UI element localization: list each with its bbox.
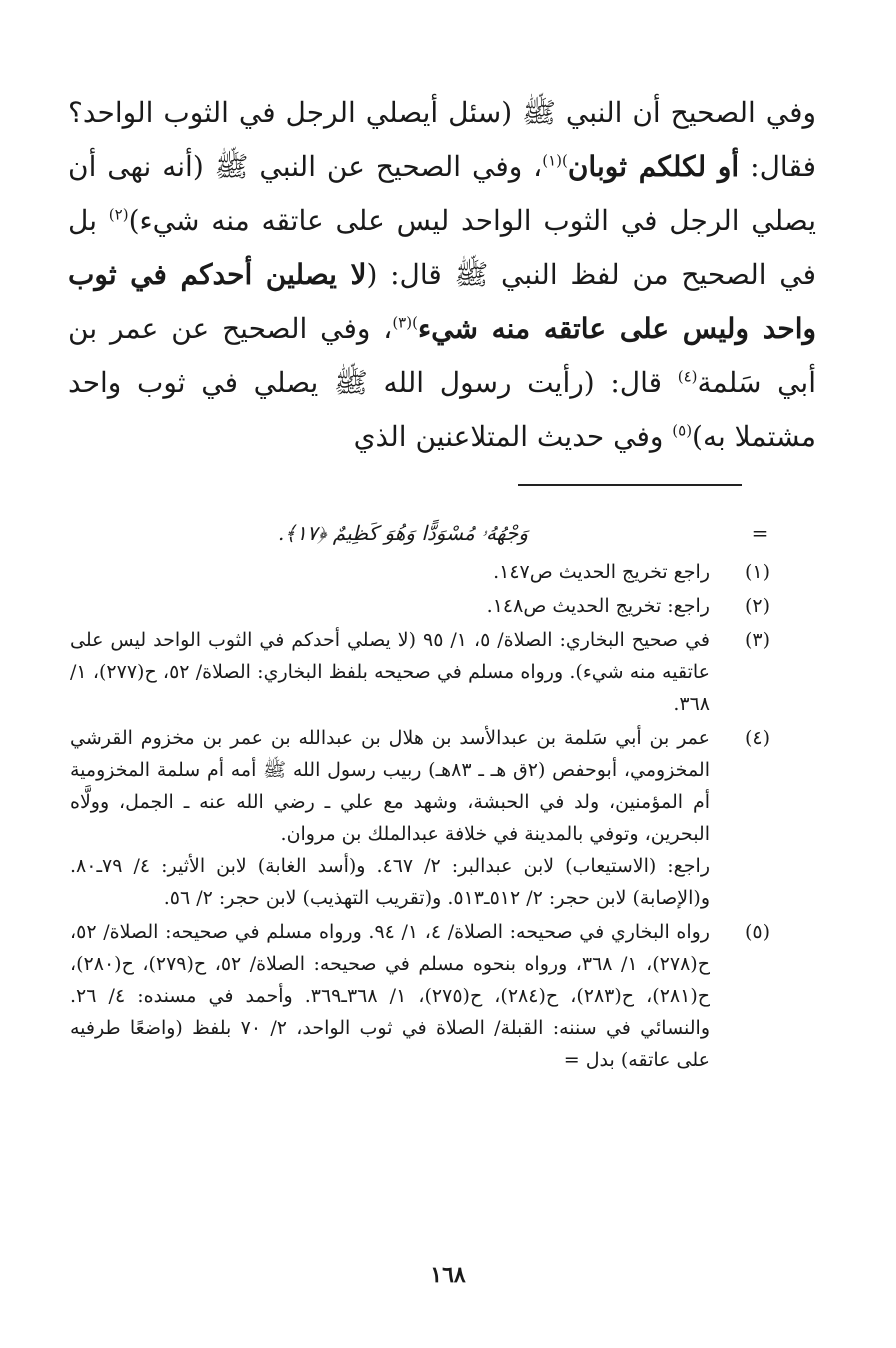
continued-footnote: [70, 518, 770, 548]
footnote-number: (٣): [744, 629, 770, 651]
text-segment: بل في الصحيح من لفظ النبي ﷺ قال: (: [68, 204, 816, 291]
quran-verse: وَجْهُهُۥ مُسْوَدًّا وَهُوَ كَظِيمٌ ﴿١٧﴾.: [278, 521, 528, 545]
footnote-text: في صحيح البخاري: الصلاة/ ٥، ١/ ٩٥ (لا يصلي أحدكم في الثوب الواحد ليس على عاتقيه منه شيء). ورواه مسلم في صحيحه بلفظ البخاري: الصلاة/ ٥٢، ح(٢٧٧)، ١/ ٣٦٨.: [70, 629, 711, 715]
footnote-number: (٥): [744, 921, 770, 943]
footnote-ref: (٤): [677, 367, 698, 386]
footnote-text: راجع: تخريج الحديث ص١٤٨.: [486, 595, 710, 617]
text-segment: ، وفي الصحيح عن النبي ﷺ (أنه نهى أن يصلي الرجل في الثوب الواحد ليس على عاتقه منه شيء): [68, 150, 816, 237]
footnote-number: (٢): [744, 595, 770, 617]
footnote-1: [70, 556, 770, 588]
footnote-3: [70, 624, 770, 720]
footnote-divider: [518, 484, 742, 486]
text-segment: ، وفي الصحيح عن عمر بن أبي سَلمة: [68, 312, 817, 399]
main-text: [68, 86, 816, 464]
footnote-ref: (٥): [672, 421, 693, 440]
footnote-ref: (٢): [108, 205, 129, 224]
bold-quote: لا يصلين أحدكم في ثوب واحد وليس على عاتقه منه شيء: [68, 258, 816, 345]
footnote-number: (٤): [744, 727, 770, 749]
footnote-text: راجع: (الاستيعاب) لابن عبدالبر: ٢/ ٤٦٧. و(أسد الغابة) لابن الأثير: ٤/ ٧٩ـ٨٠. و(الإصابة) لابن حجر: ٢/ ٥١٢ـ٥١٣. و(تقريب التهذيب) لابن حجر: ٢/ ٥٦.: [70, 855, 710, 909]
text-segment: وفي حديث المتلاعنين الذي: [353, 420, 673, 453]
footnote-5: [70, 916, 770, 1076]
text-segment: وفي الصحيح أن النبي ﷺ (سئل أيصلي الرجل في الثوب الواحد؟ فقال:: [68, 96, 817, 183]
footnote-text: رواه البخاري في صحيحه: الصلاة/ ٤، ١/ ٩٤. ورواه مسلم في صحيحه: الصلاة/ ٥٢، ح(٢٧٨)، ١/ ٣٦٨، ورواه بنحوه مسلم في صحيحه: الصلاة/ ٥٢، ح(٢٧٩)، ح(٢٨٠)، ح(٢٨١)، ح(٢٨٣)، ح(٢٨٤)، ح(٢٧٥)، ١/ ٣٦٨ـ٣٦٩. وأحمد في مسنده: ٤/ ٢٦. والنسائي في سننه: القبلة/ الصلاة في ثوب الواحد، ٢/ ٧٠ بلفظ (واضعًا طرفيه على عاتقه) بدل =: [70, 921, 710, 1071]
bold-quote: أو لكلكم ثوبان: [567, 150, 740, 183]
continuation-marker: =: [751, 521, 769, 545]
footnote-text: راجع تخريج الحديث ص١٤٧.: [493, 561, 710, 583]
page-number: ١٦٨: [430, 1262, 466, 1288]
footnotes: [70, 556, 770, 1078]
footnote-ref: )(٣): [392, 313, 418, 332]
text-segment: قال: (رأيت رسول الله ﷺ يصلي في ثوب واحد مشتملا به): [68, 366, 816, 453]
footnote-2: [70, 590, 770, 622]
footnote-4: [70, 722, 770, 914]
footnote-ref: )(١): [542, 151, 568, 170]
footnote-text: عمر بن أبي سَلمة بن عبدالأسد بن هلال بن عبدالله بن عمر بن مخزوم القرشي المخزومي، أبوحفص (٢ق هـ ـ ٨٣هـ) ربيب رسول الله ﷺ أمه أم سلمة المخزومية أم المؤمنين، ولد في الحبشة، وشهد مع علي ـ رضي الله عنه ـ الجمل، وولَّاه البحرين، وتوفي بالمدينة في خلافة عبدالملك بن مروان.: [70, 727, 710, 845]
footnote-number: (١): [744, 561, 770, 583]
